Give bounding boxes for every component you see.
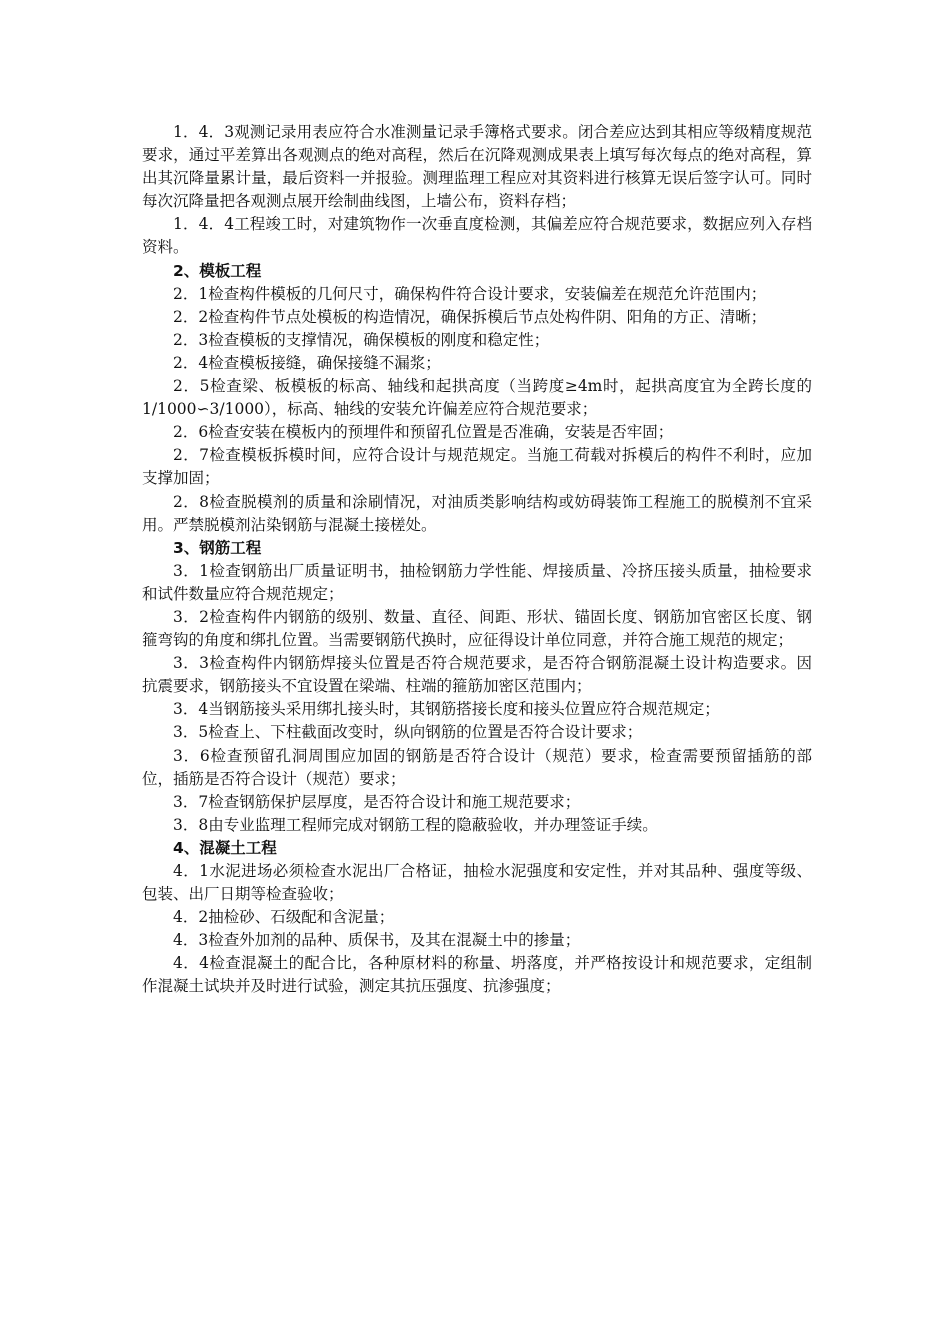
- paragraph-3-2: 3．2检查构件内钢筋的级别、数量、直径、间距、形状、锚固长度、钢筋加官密区长度、钢箍弯钩的角度和绑扎位置。当需要钢筋代换时，应征得设计单位同意，并符合施工规范的规定；: [142, 607, 812, 650]
- section-heading-formwork: 2、模板工程: [173, 261, 262, 280]
- paragraph-4-1: 4．1水泥进场必须检查水泥出厂合格证，抽检水泥强度和安定性，并对其品种、强度等级、包装、出厂日期等检查验收；: [142, 862, 812, 904]
- paragraph-3-5: 3．5检查上、下柱截面改变时，纵向钢筋的位置是否符合设计要求；: [173, 723, 643, 742]
- paragraph-3-6: 3．6检查预留孔洞周围应加固的钢筋是否符合设计（规范）要求，检查需要预留插筋的部位，插筋是否符合设计（规范）要求；: [142, 746, 812, 788]
- paragraph-1-4-3: 1．4．3观测记录用表应符合水准测量记录手簿格式要求。闭合差应达到其相应等级精度规范要求，通过平差算出各观测点的绝对高程，然后在沉降观测成果表上填写每次每点的绝对高程，算出其沉降量累计量，最后资料一并报验。测理监理工程应对其资料进行核算无误后签字认可。同时每次沉降量把各观测点展开绘制曲线图，上墙公布，资料存档；: [142, 123, 812, 211]
- paragraph-3-4: 3．4当钢筋接头采用绑扎接头时，其钢筋搭接长度和接头位置应符合规范规定；: [173, 700, 720, 719]
- paragraph-2-8: 2．8检查脱模剂的质量和涂刷情况，对油质类影响结构或妨碍装饰工程施工的脱模剂不宜采用。严禁脱模剂沾染钢筋与混凝土接槎处。: [142, 492, 812, 534]
- paragraph-2-7: 2．7检查模板拆模时间，应符合设计与规范规定。当施工荷载对拆模后的构件不利时，应加支撑加固；: [142, 446, 812, 488]
- paragraph-2-5: 2．5检查梁、板模板的标高、轴线和起拱高度（当跨度≥4m时，起拱高度宜为全跨长度的1/1000∽3/1000），标高、轴线的安装允许偏差应符合规范要求；: [142, 377, 812, 419]
- paragraph-4-2: 4．2抽检砂、石级配和含泥量；: [173, 908, 395, 927]
- paragraph-3-1: 3．1检查钢筋出厂质量证明书，抽检钢筋力学性能、焊接质量、冷挤压接头质量，抽检要求和试件数量应符合规范规定；: [142, 561, 812, 603]
- paragraph-2-3: 2．3检查模板的支撑情况，确保模板的刚度和稳定性；: [173, 330, 550, 349]
- paragraph-3-7: 3．7检查钢筋保护层厚度，是否符合设计和施工规范要求；: [173, 792, 581, 811]
- section-heading-rebar: 3、钢筋工程: [173, 538, 262, 557]
- paragraph-2-4: 2．4检查模板接缝，确保接缝不漏浆；: [173, 353, 441, 372]
- paragraph-3-3: 3．3检查构件内钢筋焊接头位置是否符合规范要求，是否符合钢筋混凝土设计构造要求。因抗震要求，钢筋接头不宜设置在梁端、柱端的箍筋加密区范围内；: [142, 654, 812, 696]
- section-heading-concrete: 4、混凝土工程: [173, 838, 277, 857]
- paragraph-2-6: 2．6检查安装在模板内的预埋件和预留孔位置是否准确，安装是否牢固；: [173, 423, 674, 442]
- paragraph-4-3: 4．3检查外加剂的品种、质保书，及其在混凝土中的掺量；: [173, 931, 581, 950]
- paragraph-4-4: 4．4检查混凝土的配合比，各种原材料的称量、坍落度，并严格按设计和规范要求，定组制作混凝土试块并及时进行试验，测定其抗压强度、抗渗强度；: [142, 954, 812, 996]
- paragraph-1-4-4: 1．4．4工程竣工时，对建筑物作一次垂直度检测，其偏差应符合规范要求，数据应列入存档资料。: [142, 215, 812, 257]
- paragraph-3-8: 3．8由专业监理工程师完成对钢筋工程的隐蔽验收，并办理签证手续。: [173, 815, 658, 834]
- paragraph-2-2: 2．2检查构件节点处模板的构造情况，确保拆模后节点处构件阴、阳角的方正、清晰；: [173, 307, 767, 326]
- paragraph-2-1: 2．1检查构件模板的几何尺寸，确保构件符合设计要求，安装偏差在规范允许范围内；: [173, 284, 767, 303]
- document-body: [142, 121, 812, 999]
